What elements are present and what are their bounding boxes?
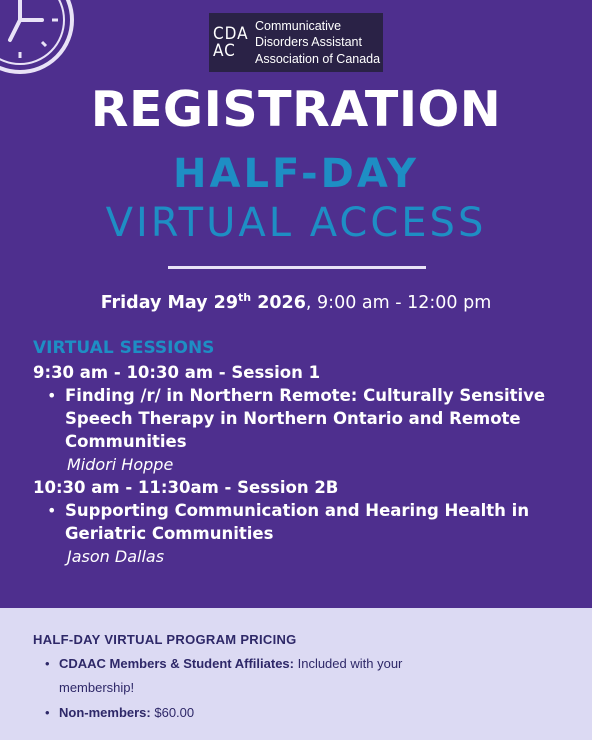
page-title: REGISTRATION: [90, 81, 502, 138]
talk-title-1: Finding /r/ in Northern Remote: Culturally Sensitive Speech Therapy in Northern Ontario and Remote Communities: [65, 386, 546, 451]
logo-mark: [213, 23, 249, 61]
logo-mark-line1: CDA: [213, 23, 249, 44]
talk-item-1: [33, 384, 563, 476]
pricing-item-nonmembers: [45, 701, 439, 725]
pricing-heading: HALF-DAY VIRTUAL PROGRAM PRICING: [33, 632, 297, 647]
logo-line1: Communicative: [255, 18, 342, 33]
event-date-year: 2026: [251, 292, 306, 313]
pricing-item-members-value: Included with your membership!: [59, 656, 403, 695]
talk-title-2: Supporting Communication and Hearing Health in Geriatric Communities: [65, 501, 530, 543]
cdaac-logo: [209, 13, 383, 72]
subtitle-half-day: HALF-DAY: [173, 151, 419, 197]
event-date: [0, 291, 592, 313]
clock-icon: [0, 0, 80, 80]
event-date-time: , 9:00 am - 12:00 pm: [305, 292, 492, 313]
pricing-panel: [0, 608, 592, 740]
bullet-dot: •: [45, 656, 50, 671]
event-date-suffix: th: [238, 291, 252, 304]
subtitle-virtual-access: VIRTUAL ACCESS: [105, 200, 487, 246]
bullet-dot: •: [47, 501, 57, 520]
logo-mark-line2: AC: [213, 40, 236, 61]
session-slot-2: 10:30 am - 11:30am - Session 2B: [33, 478, 339, 497]
bullet-dot: •: [45, 705, 50, 720]
sessions-heading: VIRTUAL SESSIONS: [33, 338, 215, 358]
pricing-item-members-label: CDAAC Members & Student Affiliates:: [59, 656, 294, 671]
logo-line3: Association of Canada: [255, 51, 381, 66]
sessions-list: [33, 361, 563, 568]
logo-text: [255, 18, 380, 68]
talk-item-2: [33, 499, 563, 568]
talk-speaker-1: Midori Hoppe: [67, 455, 174, 474]
pricing-item-members: [45, 652, 439, 700]
logo-line2: Disorders Assistant: [255, 35, 362, 50]
pricing-item-nonmembers-value: $60.00: [150, 705, 195, 720]
divider-rule: [168, 266, 426, 269]
pricing-item-nonmembers-label: Non-members:: [59, 705, 151, 720]
session-slot-1: 9:30 am - 10:30 am - Session 1: [33, 363, 321, 382]
event-date-day: Friday May 29: [100, 292, 239, 313]
talk-speaker-2: Jason Dallas: [67, 547, 165, 566]
bullet-dot: •: [47, 386, 57, 405]
